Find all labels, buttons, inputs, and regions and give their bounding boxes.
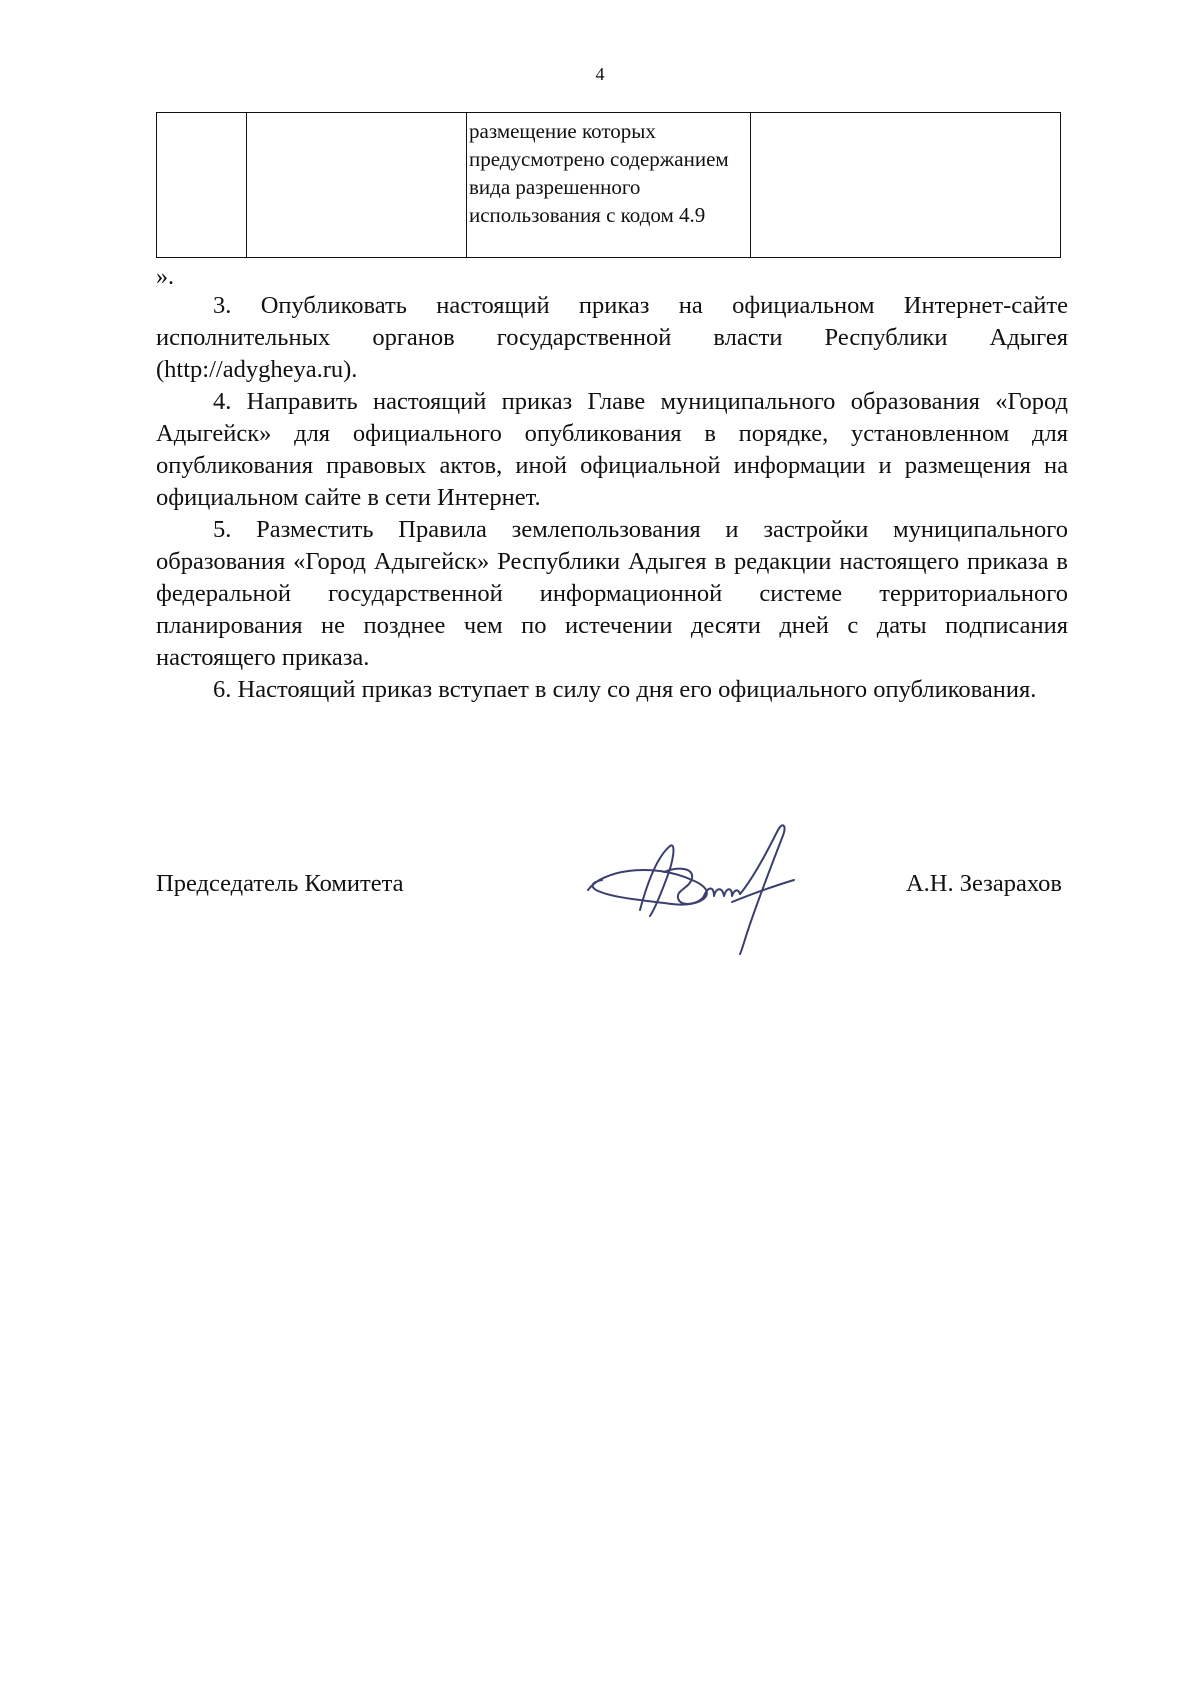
table-cell-parameters — [751, 113, 1061, 258]
paragraph-3: 3. Опубликовать настоящий приказ на официальном Интернет-сайте исполнительных органов государственной власти Республики Адыгея (http://adygheya.ru). — [156, 292, 1068, 383]
page-number: 4 — [595, 64, 605, 84]
paragraph-5: 5. Разместить Правила землепользования и застройки муниципального образования «Город Адыгейск» Республики Адыгея в редакции настоящего приказа в федеральной государственной информационной системе территориального планирования не позднее чем по истечении десяти дней с даты подписания настоящего приказа. — [156, 516, 1068, 671]
signatory-name: А.Н. Зезарахов — [905, 870, 1062, 897]
table-cell-type — [247, 113, 467, 258]
closing-quote: ». — [156, 264, 174, 290]
table-cell-number — [157, 113, 247, 258]
paragraph-4: 4. Направить настоящий приказ Главе муниципального образования «Город Адыгейск» для официального опубликования в порядке, установленном для опубликования правовых актов, иной официальной информации и размещения на официальном сайте в сети Интернет. — [156, 388, 1068, 511]
handwritten-signature-icon — [582, 820, 822, 960]
table-cell-description: размещение которых предусмотрено содержанием вида разрешенного использования с кодом 4.9 — [467, 113, 751, 258]
continuation-table — [156, 112, 1061, 258]
order-body — [156, 290, 1068, 706]
signatory-title: Председатель Комитета — [156, 870, 404, 897]
paragraph-6: 6. Настоящий приказ вступает в силу со дня его официального опубликования. — [213, 676, 1037, 703]
table-row — [157, 113, 1061, 258]
